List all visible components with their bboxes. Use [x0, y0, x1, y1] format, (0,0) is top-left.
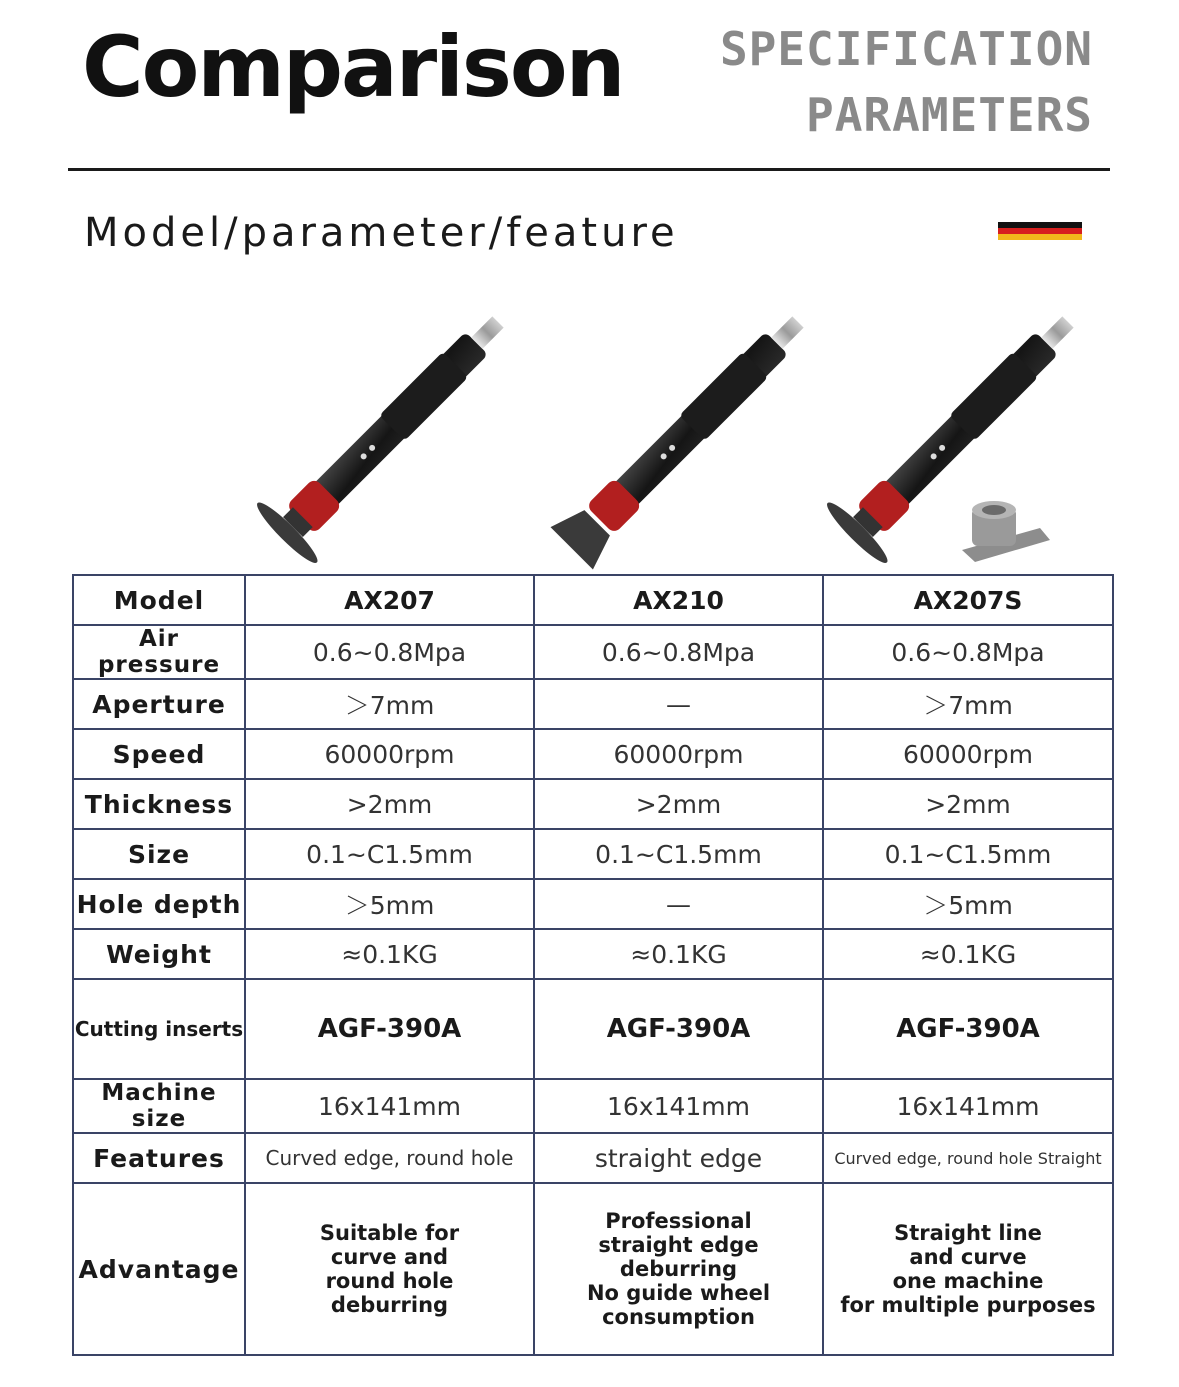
product-image-ax210 [551, 301, 820, 570]
flag-stripe-gold [998, 234, 1082, 240]
page-title: Comparison [82, 18, 624, 116]
cell-value: ＞7mm [823, 679, 1113, 729]
table-row [73, 879, 1113, 929]
cell-value: AGF-390A [823, 979, 1113, 1079]
row-label: Speed [73, 729, 245, 779]
row-label: Aperture [73, 679, 245, 729]
cell-value: ≈0.1KG [534, 929, 823, 979]
advantage-line: Suitable for [319, 1221, 460, 1245]
cell-value: >2mm [245, 779, 534, 829]
advantage-line: No guide wheel [586, 1281, 771, 1305]
advantage-line: consumption [602, 1305, 755, 1329]
cell-value: ＞7mm [245, 679, 534, 729]
table-row [73, 779, 1113, 829]
cell-value: — [534, 879, 823, 929]
german-flag-icon [998, 222, 1082, 240]
header-divider [68, 168, 1110, 171]
spec-line-1: SPECIFICATION [719, 22, 1093, 76]
product-images [0, 300, 1179, 575]
cell-value: AX210 [534, 575, 823, 625]
advantage-line: deburring [619, 1257, 738, 1281]
row-label: Weight [73, 929, 245, 979]
cell-value [534, 1183, 823, 1355]
table-row [73, 729, 1113, 779]
cell-value: ＞5mm [823, 879, 1113, 929]
cell-value: AGF-390A [534, 979, 823, 1079]
row-label: Thickness [73, 779, 245, 829]
row-label: Air pressure [73, 625, 245, 679]
cell-value: — [534, 679, 823, 729]
cell-value: straight edge [534, 1133, 823, 1183]
cell-value: 0.6~0.8Mpa [823, 625, 1113, 679]
row-label: Cutting inserts [73, 979, 245, 1079]
cell-value: Curved edge, round hole Straight [823, 1133, 1113, 1183]
table-row [73, 1133, 1113, 1183]
cell-value: 60000rpm [823, 729, 1113, 779]
spec-line-2: PARAMETERS [806, 88, 1093, 142]
table-row [73, 1079, 1113, 1133]
cell-value: AGF-390A [245, 979, 534, 1079]
cell-value: AX207 [245, 575, 534, 625]
cell-value: 0.1~C1.5mm [534, 829, 823, 879]
row-label: Hole depth [73, 879, 245, 929]
cell-value [823, 1183, 1113, 1355]
cell-value: ＞5mm [245, 879, 534, 929]
advantage-line: Straight line [894, 1221, 1042, 1245]
table-row [73, 679, 1113, 729]
row-label: Machine size [73, 1079, 245, 1133]
advantage-line: one machine [892, 1269, 1044, 1293]
advantage-line: and curve [909, 1245, 1027, 1269]
row-label: Features [73, 1133, 245, 1183]
spec-table [72, 574, 1114, 1356]
advantage-line: round hole [325, 1269, 454, 1293]
table-row [73, 929, 1113, 979]
cell-value [245, 1183, 534, 1355]
cell-value: 0.6~0.8Mpa [534, 625, 823, 679]
row-label: Advantage [73, 1183, 245, 1355]
cell-value: >2mm [823, 779, 1113, 829]
table-row [73, 625, 1113, 679]
cell-value: Curved edge, round hole [245, 1133, 534, 1183]
cell-value: >2mm [534, 779, 823, 829]
spec-heading [720, 16, 1093, 148]
advantage-line: deburring [330, 1293, 449, 1317]
cell-value: 0.1~C1.5mm [245, 829, 534, 879]
cell-value: AX207S [823, 575, 1113, 625]
product-image-ax207s [822, 300, 1098, 568]
advantage-line: straight edge [598, 1233, 759, 1257]
guide-accessory-image [962, 501, 1050, 562]
table-row [73, 575, 1113, 625]
table-row [73, 829, 1113, 879]
advantage-line: for multiple purposes [840, 1293, 1096, 1317]
cell-value: 16x141mm [823, 1079, 1113, 1133]
row-label: Model [73, 575, 245, 625]
advantage-line: curve and [330, 1245, 449, 1269]
cell-value: ≈0.1KG [823, 929, 1113, 979]
table-row [73, 979, 1113, 1079]
cell-value: 0.1~C1.5mm [823, 829, 1113, 879]
cell-value: 16x141mm [245, 1079, 534, 1133]
table-row [73, 1183, 1113, 1355]
product-image-ax207 [252, 300, 528, 568]
cell-value: 16x141mm [534, 1079, 823, 1133]
cell-value: 60000rpm [245, 729, 534, 779]
advantage-line: Professional [605, 1209, 752, 1233]
cell-value: ≈0.1KG [245, 929, 534, 979]
section-subtitle: Model/parameter/feature [84, 210, 679, 256]
cell-value: 60000rpm [534, 729, 823, 779]
row-label: Size [73, 829, 245, 879]
cell-value: 0.6~0.8Mpa [245, 625, 534, 679]
